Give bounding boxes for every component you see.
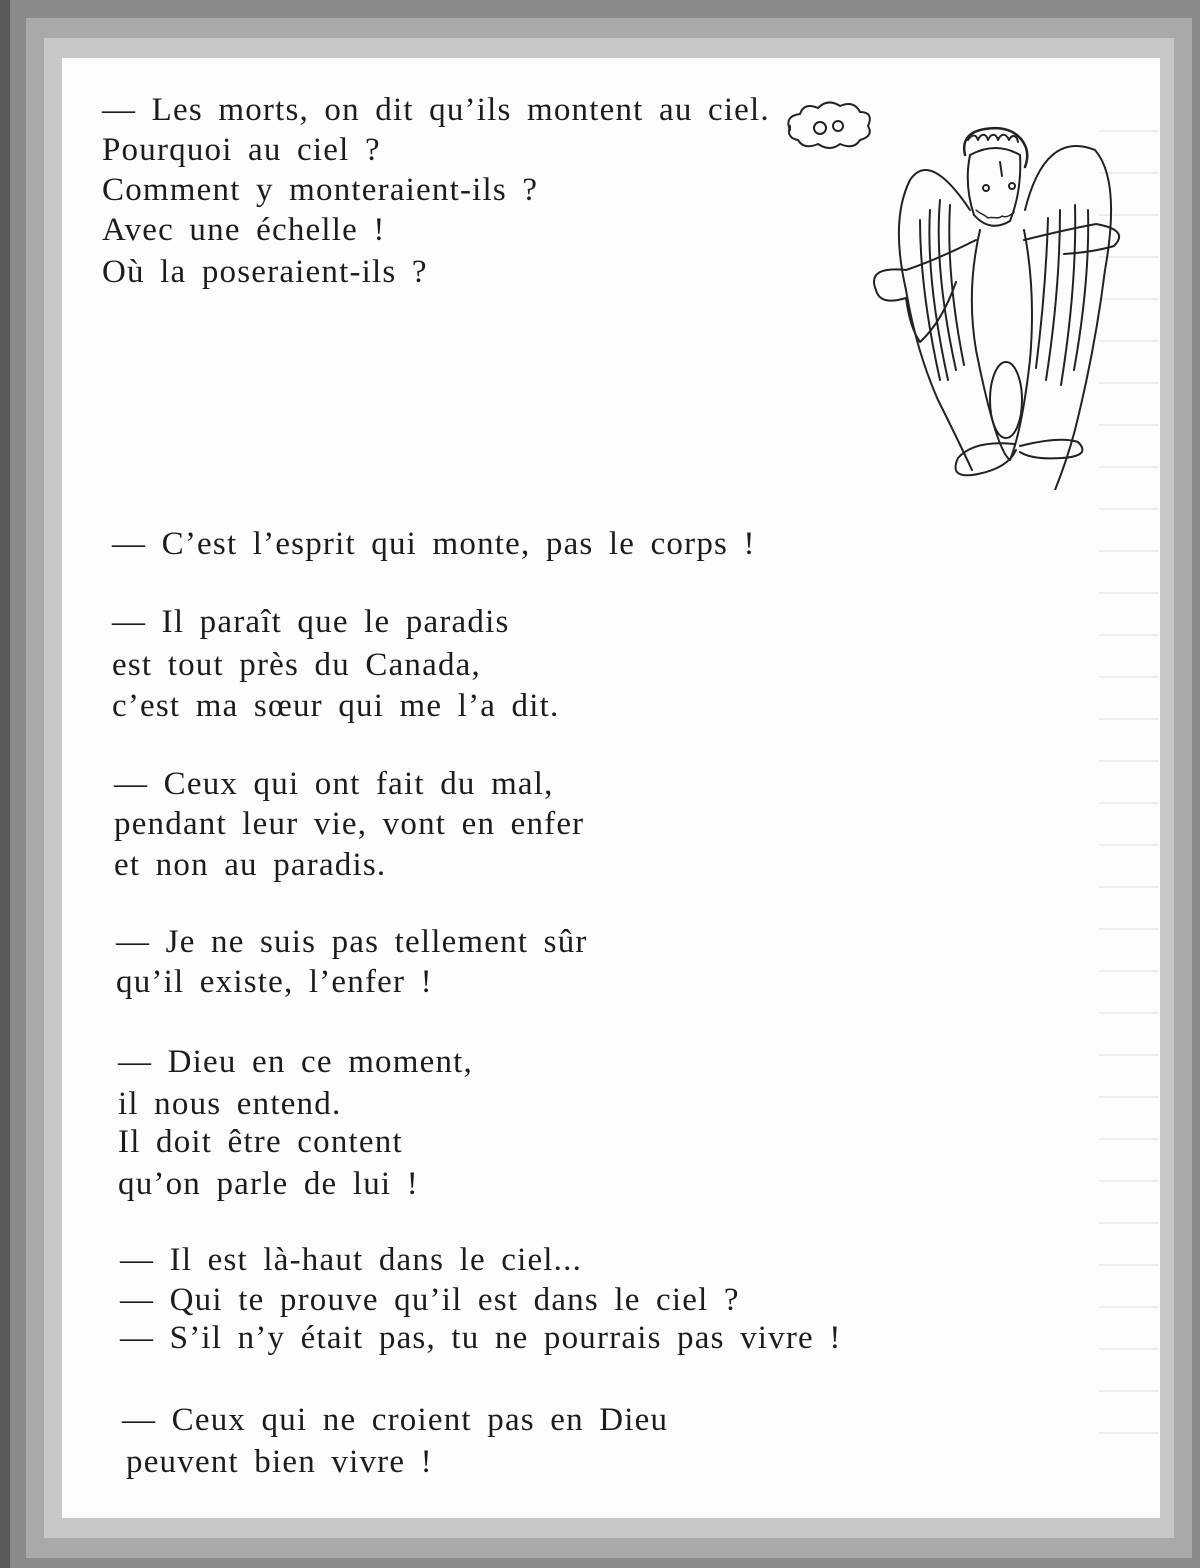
poem-line: est tout près du Canada, — [112, 647, 481, 683]
angel-drawing-icon — [780, 100, 1150, 490]
poem-line: — Il paraît que le paradis — [112, 604, 510, 640]
cloud-icon — [788, 102, 869, 148]
poem-line: Où la poseraient-ils ? — [102, 254, 428, 290]
poem-line: il nous entend. — [118, 1086, 342, 1122]
poem-line: peuvent bien vivre ! — [126, 1444, 433, 1480]
poem-line: — Dieu en ce moment, — [118, 1044, 473, 1080]
poem-line: — Qui te prouve qu’il est dans le ciel ? — [120, 1282, 740, 1318]
poem-line: et non au paradis. — [114, 847, 387, 883]
poem-line: Pourquoi au ciel ? — [102, 132, 381, 168]
poem-line: — Je ne suis pas tellement sûr — [116, 924, 588, 960]
poem-line: Il doit être content — [118, 1124, 403, 1160]
poem-line: Comment y monteraient-ils ? — [102, 172, 539, 208]
poem-line: — Les morts, on dit qu’ils montent au ciel. — [102, 92, 770, 128]
poem-line: c’est ma sœur qui me l’a dit. — [112, 688, 560, 724]
poem-line: — Ceux qui ne croient pas en Dieu — [122, 1402, 669, 1438]
poem-line: — C’est l’esprit qui monte, pas le corps ! — [112, 526, 756, 562]
poem-line: Avec une échelle ! — [102, 212, 386, 248]
poem-line: pendant leur vie, vont en enfer — [114, 806, 585, 842]
poem-line: — Il est là-haut dans le ciel... — [120, 1242, 583, 1278]
poem-line: — Ceux qui ont fait du mal, — [114, 766, 554, 802]
poem-line: qu’on parle de lui ! — [118, 1166, 419, 1202]
poem-line: qu’il existe, l’enfer ! — [116, 964, 433, 1000]
poem-line: — S’il n’y était pas, tu ne pourrais pas vivre ! — [120, 1320, 842, 1356]
